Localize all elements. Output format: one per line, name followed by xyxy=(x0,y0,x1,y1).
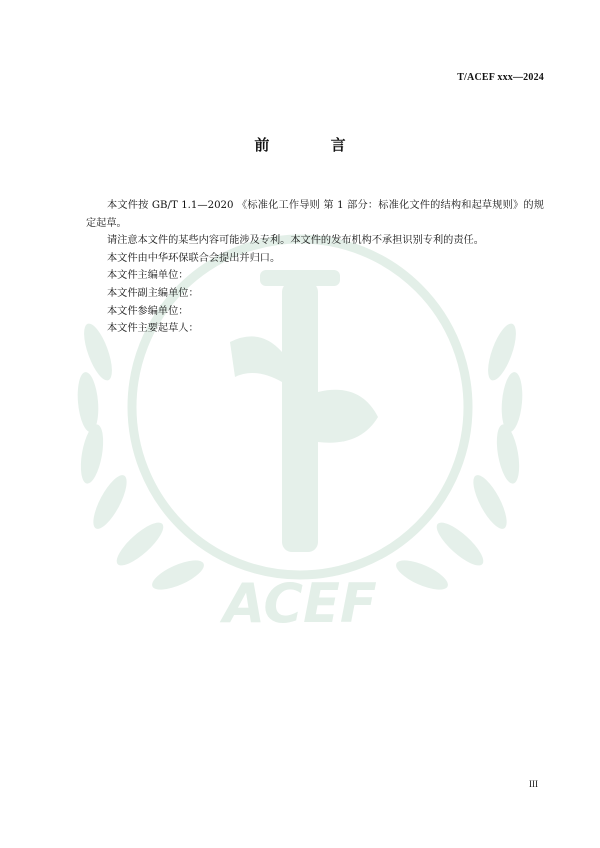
standard-code: T/ACEF xxx—2024 xyxy=(457,72,544,83)
paragraph-patent-notice: 请注意本文件的某些内容可能涉及专利。本文件的发布机构不承担识别专利的责任。 xyxy=(107,235,484,247)
page-title: 前 言 xyxy=(254,136,374,154)
paragraph-participants: 本文件参编单位： xyxy=(107,305,189,317)
svg-text:ACEF: ACEF xyxy=(223,572,377,635)
paragraph-chief-editor: 本文件主编单位： xyxy=(107,270,189,282)
preface-body xyxy=(86,197,544,338)
paragraph-drafting-rules: 本文件按 GB/T 1.1—2020 《标准化工作导则 第 1 部分：标准化文件的结构和起草规则》的规定起草。 xyxy=(86,200,544,229)
page-number: III xyxy=(529,779,538,789)
paragraph-proposer: 本文件由中华环保联合会提出并归口。 xyxy=(107,252,281,264)
paragraph-deputy-editor: 本文件副主编单位： xyxy=(107,287,199,299)
paragraph-drafters: 本文件主要起草人： xyxy=(107,323,199,335)
